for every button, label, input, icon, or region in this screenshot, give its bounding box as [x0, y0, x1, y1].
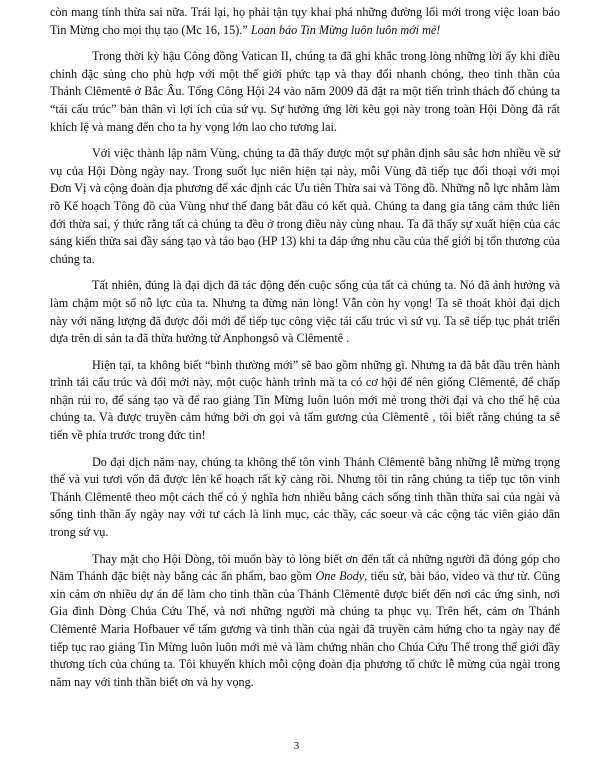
page-number: 3 [293, 740, 300, 752]
paragraph-7-text: Thay mặt cho Hội Dòng, tôi muốn bày tỏ lòng biết ơn đến tất cả những người đã đóng góp cho Năm Thánh đặc biệt này bằng các ấn phẩm, bao gồm [50, 551, 560, 584]
paragraph-4: Tất nhiên, đúng là đại dịch đã tác động đến cuộc sống của tất cả chúng ta. Nó đã ảnh hưởng và làm chậm một số nỗ lực của ta. Nhưng ta đừng nản lòng! Vẫn còn hy vọng! Ta sẽ thoát khỏi đại dịch này với năng lượng đã được đổi mới để tiếp tục công việc tái cấu trúc vì sứ vụ. Ta sẽ tiếp tục phát triển dựa trên di sản ta đã thừa hưởng từ Anphongsô và Clêmentê . [50, 278, 560, 346]
paragraph-5: Hiện tại, ta không biết “bình thường mới” sẽ bao gồm những gì. Nhưng ta đã bắt đầu trên hành trình tái cấu trúc và đổi mới này, một cuộc hành trình mà ta có cơ hội để nên giống Clêmentê, để chấp nhận rủi ro, để sáng tạo và để rao giảng Tin Mừng luôn luôn mới mẻ trong thời đại và cho thế hệ của chúng ta. Và được truyền cảm hứng bởi ơn gọi và tấm gương của Clêmentê , tôi biết rằng chúng ta sẽ tiến về phía trước trong đức tin! [50, 357, 560, 443]
paragraph-continuation [50, 4, 560, 39]
paragraph-1-text: còn mang tính thừa sai nữa. Trái lại, họ phải tận tụy khai phá những đường lối mới trong việc loan báo Tin Mừng cho mọi thụ tạo (Mc 16, 15).” [50, 5, 560, 37]
paragraph-3: Với việc thành lập năm Vùng, chúng ta đã thấy được một sự phân định sâu sắc hơn nhiều về sứ vụ của Hội Dòng ngày nay. Trong suốt lục niên hiện tại này, mỗi Vùng đã tiếp tục đối thoại với mọi Đơn Vị và cộng đoàn địa phương để xác định các Ưu tiên Thừa sai và Tông đồ. Những nỗ lực nhằm làm rõ Kế hoạch Tông đồ của Vùng như thế đang bắt đầu có kết quả. Chúng ta đang gia tăng cảm thức liên đới thừa sai, ý thức rằng tất cả chúng ta đều ở trong điều này cùng nhau. Ta đã thấy sự xuất hiện của các sáng kiến thừa sai đầy sáng tạo và táo bạo (HP 13) khi ta đáp ứng nhu cầu của thế giới bị tổn thương của chúng ta. [50, 146, 560, 266]
paragraph-2: Trong thời kỳ hậu Công đồng Vatican II, chúng ta đã ghi khắc trong lòng những lời ấy khi điều chỉnh đặc sủng cho phù hợp với một thế giới phức tạp và thay đổi nhanh chóng, theo tinh thần của Thánh Clêmentê ở Bắc Âu. Tổng Công Hội 24 vào năm 2009 đã đặt ra một tiến trình thách đố chúng ta “tái cấu trúc” bản thân vì lợi ích của sứ vụ. Sự hưởng ứng lời kêu gọi này trong toàn Hội Dòng đã rất khích lệ và mang đến cho ta hy vọng lớn lao cho tương lai. [50, 49, 560, 134]
paragraph-7-italic-title: One Body [315, 569, 365, 584]
paragraph-7 [50, 551, 560, 692]
paragraph-1-italic-quote: Loan báo Tin Mừng luôn luôn mới mẻ! [250, 22, 441, 37]
paragraph-7-text-after: , tiểu sử, bài báo, video và thư từ. Cũng xin cảm ơn nhiều dự án để làm cho tinh thần của Thánh Clêmentê được biết đến nơi các ứng sinh, nơi Gia đình Dòng Chúa Cứu Thế, và nơi những người mà chúng ta phục vụ. Trên hết, cảm ơn Thánh Clêmentê Maria Hofbauer vế tấm gương và tinh thần của ngài đã truyền cảm hứng cho ta ngày nay để tiếp tục rao giảng Tin Mừng luôn luôn mới mẻ và làm chứng nhân cho Chúa Cứu Thế trong thế giới đầy thương tích của chúng ta. Tôi khuyến khích mỗi cộng đoàn địa phương tổ chức lễ mừng của ngài trong năm nay với tinh thần biết ơn và hy vọng. [50, 569, 560, 689]
body-text [50, 4, 560, 691]
paragraph-6: Do đại dịch năm nay, chúng ta không thể tôn vinh Thánh Clêmentê bằng những lễ mừng trọng thể và vui tươi vốn đã được lên kế hoạch rất kỹ càng rồi. Nhưng tôi tin rằng chúng ta tiếp tục tôn vinh Thánh Clêmentê theo một cách thế có ý nghĩa hơn nhiều bằng cách sống tinh thần thừa sai của ngài và sống tinh thần ấy ngày nay với tư cách là linh mục, các thầy, các soeur và các cộng tác viên giáo dân trong sứ vụ. [50, 454, 560, 540]
